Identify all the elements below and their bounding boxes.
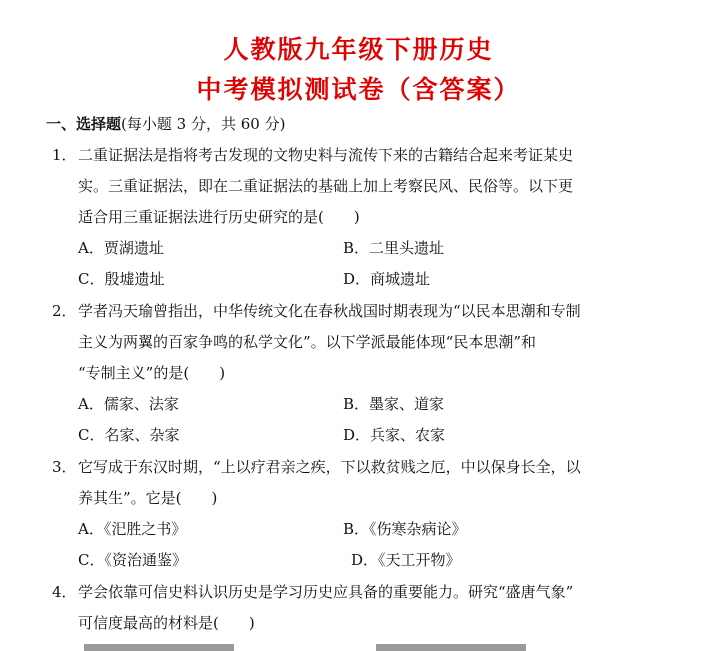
question-2-line-3: “专制主义”的是( ) bbox=[78, 364, 226, 382]
material-image-a bbox=[84, 644, 234, 651]
question-3-line-1: 3．它写成于东汉时期，“上以疗君亲之疾，下以救贫贱之厄，中以保身长全，以 bbox=[52, 458, 581, 476]
question-1-option-b[interactable]: B．二里头遗址 bbox=[343, 239, 445, 257]
question-1-option-d[interactable]: D．商城遗址 bbox=[343, 270, 431, 288]
question-3-line-2: 养其生”。它是( ) bbox=[78, 489, 218, 507]
question-3-option-b[interactable]: B．《伤寒杂病论》 bbox=[343, 520, 467, 538]
question-2-option-d[interactable]: D．兵家、农家 bbox=[343, 426, 446, 444]
question-4-line-2: 可信度最高的材料是( ) bbox=[78, 614, 255, 632]
question-3-option-c[interactable]: C．《资治通鉴》 bbox=[78, 551, 187, 569]
question-1-line-1: 1．二重证据法是指将考古发现的文物史料与流传下来的古籍结合起来考证某史 bbox=[52, 146, 574, 164]
document-title-line2: 中考模拟测试卷（含答案） bbox=[196, 75, 521, 104]
question-2-option-c[interactable]: C．名家、杂家 bbox=[78, 426, 180, 444]
question-2-option-a[interactable]: A．儒家、法家 bbox=[78, 395, 179, 413]
question-2-line-2: 主义为两翼的百家争鸣的私学文化”。以下学派最能体现“民本思潮”和 bbox=[78, 333, 537, 351]
question-1-option-a[interactable]: A．贾湖遗址 bbox=[78, 239, 164, 257]
section-label: 一、选择题 bbox=[46, 115, 122, 133]
document-title-line1: 人教版九年级下册历史 bbox=[223, 35, 494, 64]
question-2-line-1: 2．学者冯天瑜曾指出，中华传统文化在春秋战国时期表现为“以民本思潮和专制 bbox=[52, 302, 581, 320]
question-4-number: 4． bbox=[52, 583, 77, 601]
question-3-option-d[interactable]: D．《天工开物》 bbox=[351, 551, 461, 569]
question-1-line-3: 适合用三重证据法进行历史研究的是( ) bbox=[78, 208, 360, 226]
question-3-option-a[interactable]: A．《汜胜之书》 bbox=[78, 520, 187, 538]
question-1-number: 1． bbox=[52, 146, 77, 164]
question-3-number: 3． bbox=[52, 458, 77, 476]
question-2-number: 2． bbox=[52, 302, 77, 320]
question-2-option-b[interactable]: B．墨家、道家 bbox=[343, 395, 445, 413]
question-4-line-1: 4．学会依靠可信史料认识历史是学习历史应具备的重要能力。研究“盛唐气象” bbox=[52, 583, 574, 601]
question-1-option-c[interactable]: C．殷墟遗址 bbox=[78, 270, 165, 288]
section-note: (每小题 3 分，共 60 分) bbox=[121, 115, 286, 133]
question-1-line-2: 实。三重证据法，即在二重证据法的基础上加上考察民风、民俗等。以下更 bbox=[78, 177, 574, 195]
material-image-b bbox=[376, 644, 526, 651]
section-heading bbox=[46, 113, 285, 134]
